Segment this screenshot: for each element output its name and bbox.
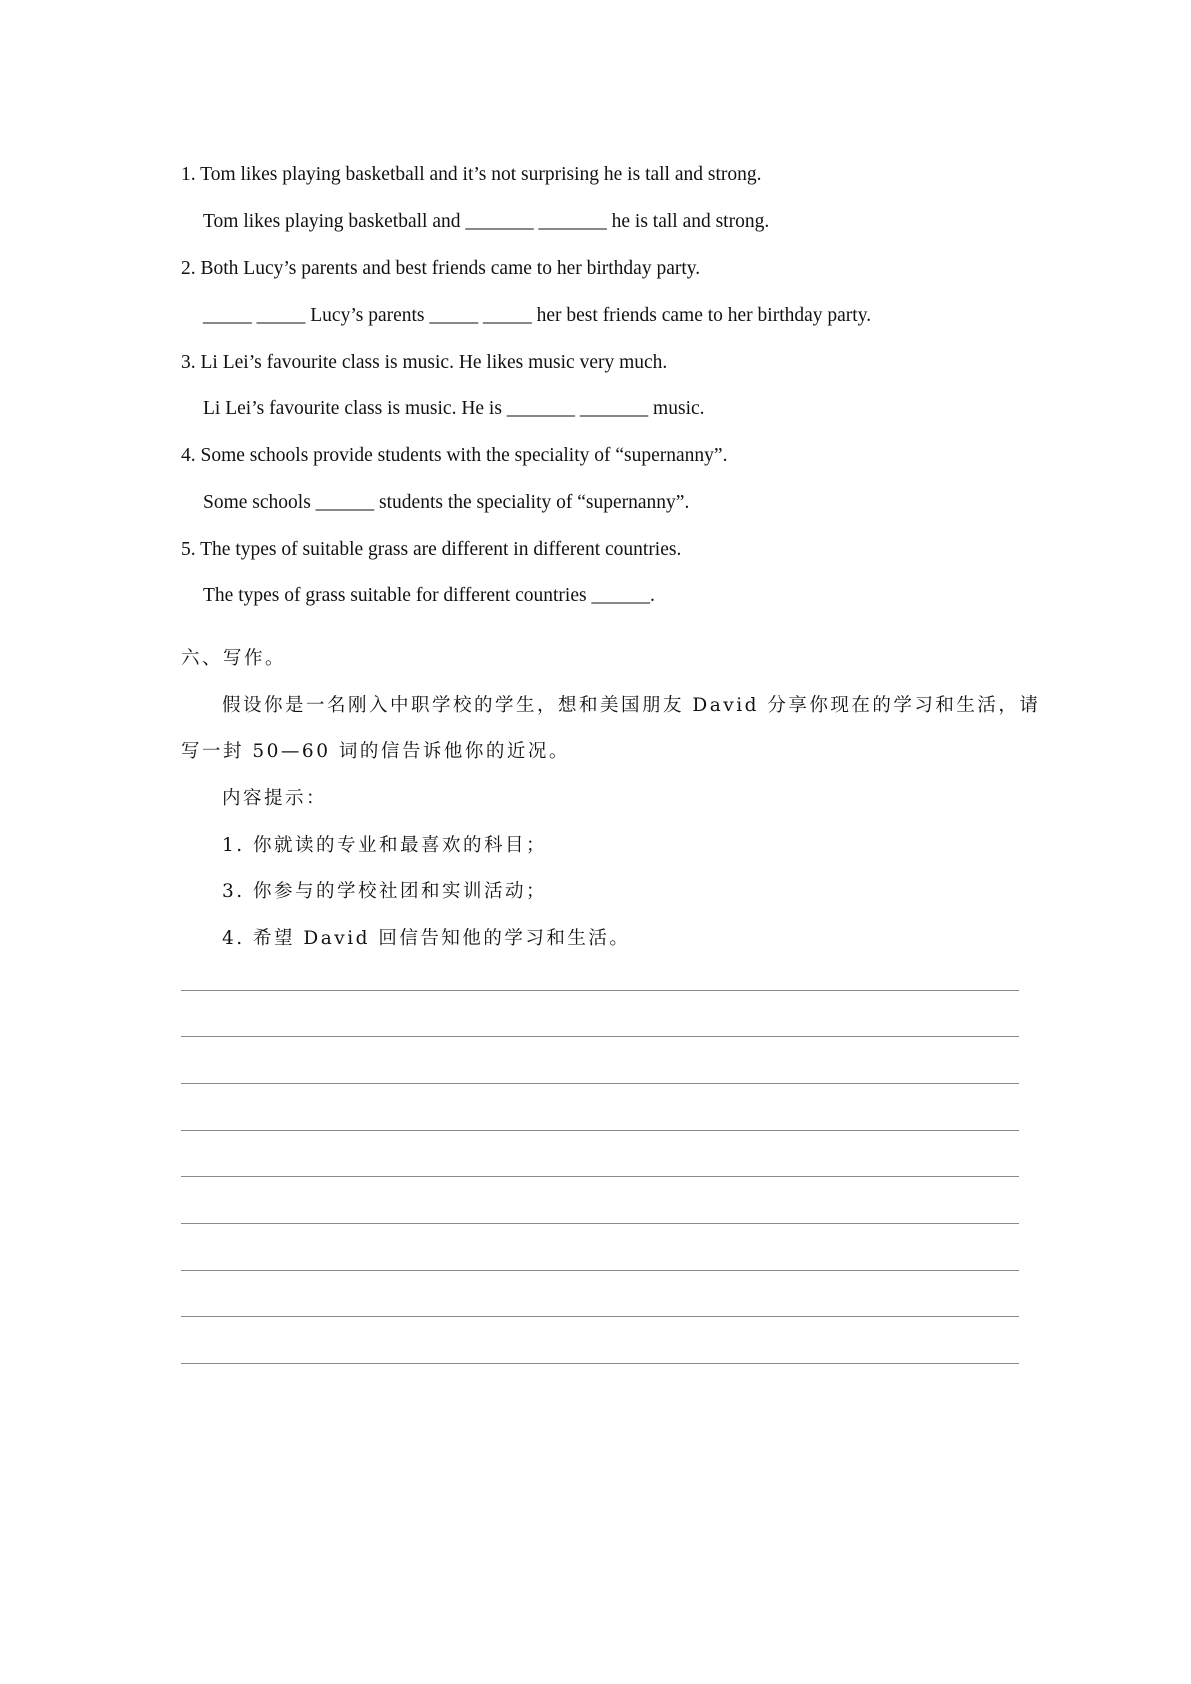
answer-line[interactable]: [181, 990, 1019, 991]
exercise-5-rewrite: The types of grass suitable for different countries ______.: [203, 585, 655, 606]
writing-prompt-line-2: 写一封 50—60 词的信告诉他你的近况。: [181, 741, 570, 762]
answer-line[interactable]: [181, 1083, 1019, 1084]
answer-line[interactable]: [181, 1130, 1019, 1131]
answer-line[interactable]: [181, 1176, 1019, 1177]
exercise-5-question: 5. The types of suitable grass are different in different countries.: [181, 539, 682, 560]
answer-line[interactable]: [181, 1270, 1019, 1271]
tip-item: 4. 希望 David 回信告知他的学习和生活。: [222, 928, 631, 949]
writing-heading: 六、写作。: [181, 648, 287, 669]
exercise-3-question: 3. Li Lei’s favourite class is music. He likes music very much.: [181, 352, 668, 373]
writing-prompt-line-1: 假设你是一名刚入中职学校的学生，想和美国朋友 David 分享你现在的学习和生活，请: [222, 695, 1041, 716]
exercise-3-rewrite: Li Lei’s favourite class is music. He is _______ _______ music.: [203, 398, 705, 419]
exercise-1-rewrite: Tom likes playing basketball and _______ _______ he is tall and strong.: [203, 211, 770, 232]
exercise-1-question: 1. Tom likes playing basketball and it’s not surprising he is tall and strong.: [181, 164, 762, 185]
exercise-4-question: 4. Some schools provide students with the speciality of “supernanny”.: [181, 445, 728, 466]
tip-item: 1. 你就读的专业和最喜欢的科目；: [222, 835, 548, 856]
exercise-2-rewrite: _____ _____ Lucy’s parents _____ _____ her best friends came to her birthday party.: [203, 305, 872, 326]
answer-line[interactable]: [181, 1223, 1019, 1224]
exercise-2-question: 2. Both Lucy’s parents and best friends came to her birthday party.: [181, 258, 701, 279]
tip-item: 3. 你参与的学校社团和实训活动；: [222, 881, 548, 902]
exercise-4-rewrite: Some schools ______ students the speciality of “supernanny”.: [203, 492, 690, 513]
tips-title: 内容提示：: [222, 788, 328, 809]
answer-line[interactable]: [181, 1036, 1019, 1037]
answer-line[interactable]: [181, 1363, 1019, 1364]
answer-line[interactable]: [181, 1316, 1019, 1317]
